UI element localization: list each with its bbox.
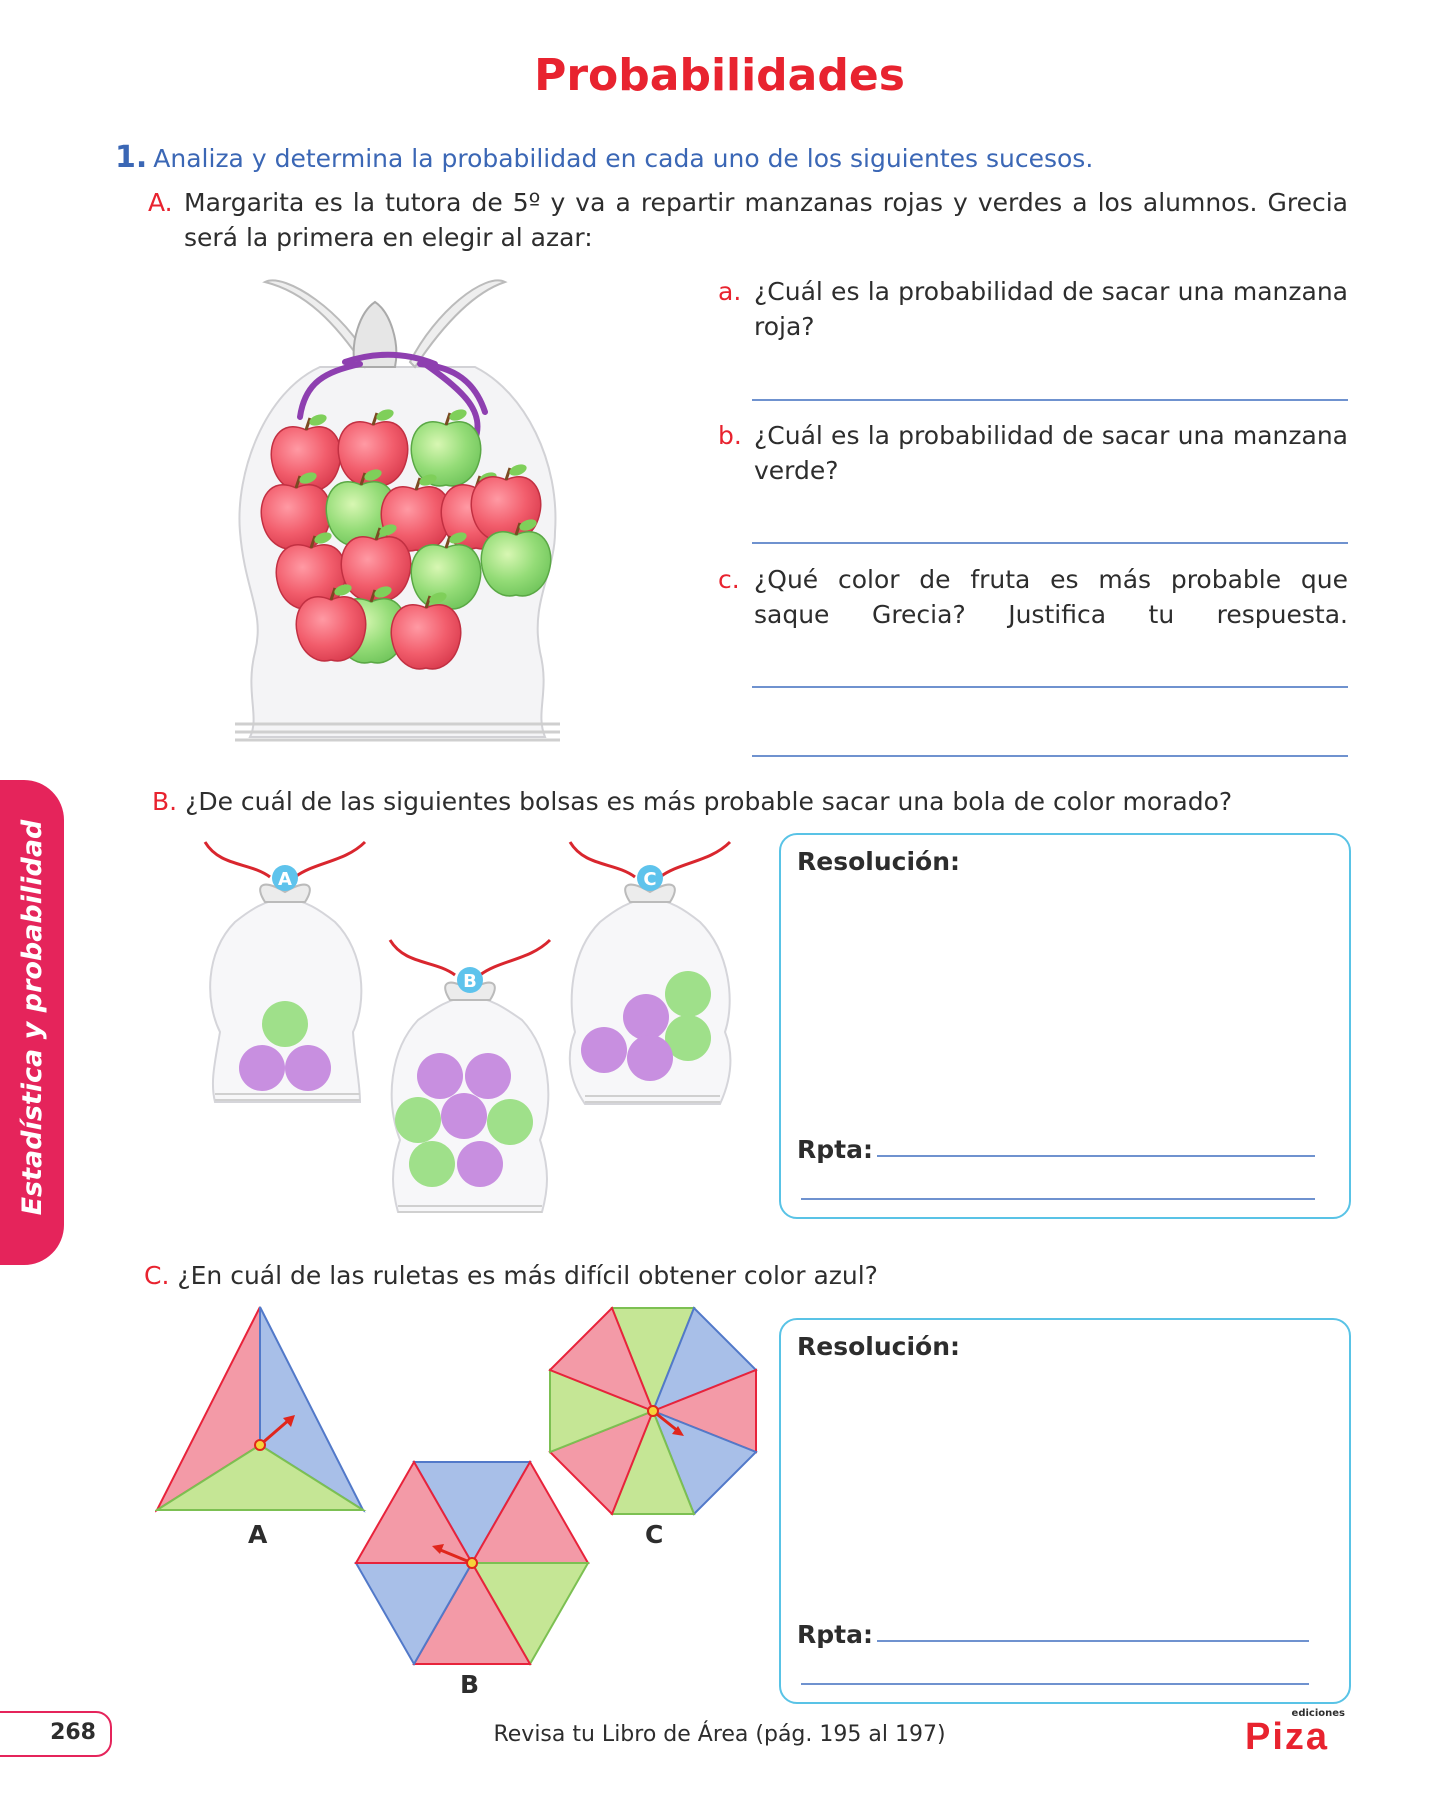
- bag-b-ball-green: [487, 1099, 533, 1145]
- question-prompt: Analiza y determina la probabilidad en cada uno de los siguientes sucesos.: [153, 144, 1094, 173]
- part-a-letter: A.: [148, 188, 173, 217]
- subquestion-c-letter: c.: [718, 565, 740, 594]
- part-b: [152, 784, 1352, 819]
- section-tab: [0, 780, 64, 1265]
- answer-line-c-rpta2[interactable]: [801, 1683, 1309, 1685]
- part-b-letter: B.: [152, 787, 178, 816]
- bag-a-label: A: [278, 869, 292, 890]
- bag-b-ball-purple: [465, 1053, 511, 1099]
- subquestion-a: [718, 274, 1348, 344]
- bag-a: [195, 832, 375, 1122]
- bag-a-ball-purple: [285, 1045, 331, 1091]
- resolution-label: Resolución:: [797, 1332, 960, 1361]
- part-c: [144, 1258, 1144, 1293]
- page-number: 268: [50, 1720, 96, 1745]
- answer-label: Rpta:: [797, 1620, 873, 1649]
- question-1: [115, 140, 1093, 175]
- bag-b-ball-purple: [441, 1093, 487, 1139]
- apple-bag-illustration: [225, 272, 570, 762]
- footer-note: Revisa tu Libro de Área (pág. 195 al 197): [493, 1722, 946, 1747]
- subquestion-c: [718, 562, 1348, 632]
- resolution-box-b[interactable]: [779, 833, 1351, 1219]
- subquestion-a-letter: a.: [718, 277, 742, 306]
- answer-label: Rpta:: [797, 1135, 873, 1164]
- bag-c-ball-purple: [623, 994, 669, 1040]
- logo-small-text: ediciones: [1291, 1708, 1345, 1719]
- resolution-label: Resolución:: [797, 847, 960, 876]
- page-title: Probabilidades: [534, 50, 905, 101]
- bag-b: [380, 930, 560, 1230]
- logo-brand: Piza: [1245, 1716, 1330, 1758]
- bag-c-ball-purple: [581, 1027, 627, 1073]
- subquestion-c-text: ¿Qué color de fruta es más probable que saque Grecia? Justifica tu respuesta.: [754, 565, 1348, 629]
- part-b-text: ¿De cuál de las siguientes bolsas es más probable sacar una bola de color morado?: [185, 787, 1233, 816]
- subquestion-a-text: ¿Cuál es la probabilidad de sacar una manzana roja?: [754, 277, 1348, 341]
- publisher-logo: [1245, 1708, 1345, 1758]
- bag-b-ball-green: [409, 1141, 455, 1187]
- answer-line-c2[interactable]: [752, 755, 1348, 757]
- part-a-text: Margarita es la tutora de 5º y va a repartir manzanas rojas y verdes a los alumnos. Grecia será la primera en elegir al azar:: [184, 188, 1348, 252]
- bag-b-ball-purple: [457, 1141, 503, 1187]
- spinner-c-label: C: [645, 1520, 664, 1549]
- subquestion-b-letter: b.: [718, 421, 742, 450]
- subquestion-b: [718, 418, 1348, 488]
- bag-c-ball-green: [665, 971, 711, 1017]
- answer-line-a[interactable]: [752, 399, 1348, 401]
- answer-line-b1[interactable]: [877, 1155, 1315, 1157]
- spinner-c: [548, 1306, 758, 1516]
- resolution-box-c[interactable]: [779, 1318, 1351, 1704]
- spinner-a-label: A: [248, 1520, 268, 1549]
- spinner-a: [155, 1305, 370, 1520]
- subquestion-b-text: ¿Cuál es la probabilidad de sacar una manzana verde?: [754, 421, 1348, 485]
- bag-b-ball-purple: [417, 1053, 463, 1099]
- answer-line-c1[interactable]: [752, 686, 1348, 688]
- bag-b-label: B: [463, 971, 477, 992]
- bag-c: [560, 832, 740, 1122]
- part-a: [148, 185, 1348, 255]
- answer-line-c-rpta1[interactable]: [877, 1640, 1309, 1642]
- spinner-b-label: B: [460, 1670, 480, 1699]
- answer-line-b2[interactable]: [801, 1198, 1315, 1200]
- part-c-text: ¿En cuál de las ruletas es más difícil obtener color azul?: [177, 1261, 878, 1290]
- bag-c-label: C: [643, 869, 657, 890]
- answer-line-b[interactable]: [752, 542, 1348, 544]
- part-c-letter: C.: [144, 1261, 170, 1290]
- question-number: 1.: [115, 140, 148, 175]
- section-tab-label: Estadística y probabilidad: [17, 819, 48, 1216]
- bag-a-ball-purple: [239, 1045, 285, 1091]
- bag-b-ball-green: [395, 1097, 441, 1143]
- bag-a-ball-green: [262, 1001, 308, 1047]
